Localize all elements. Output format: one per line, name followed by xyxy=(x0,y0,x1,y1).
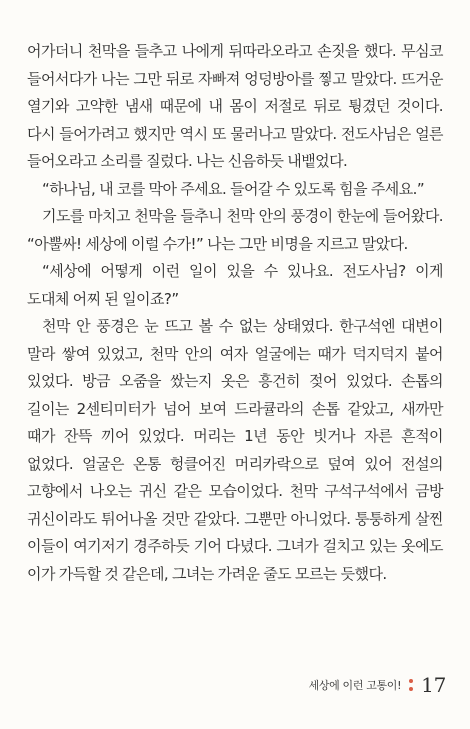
paragraph-1: 어가더니 천막을 들추고 나에게 뒤따라오라고 손짓을 했다. 무심코 들어서다가 나는 그만 뒤로 자빠져 엉덩방아를 찧고 말았다. 뜨거운 열기와 고약한 냄새 때문에 내 몸이 저절로 뒤로 튕겼던 것이다. 다시 들어가려고 했지만 역시 또 물러나고 말았다. 전도사님은 얼른 들어오라고 소리를 질렀다. 나는 신음하듯 내뱉었다. xyxy=(27,42,443,170)
page-number: 17 xyxy=(421,673,446,697)
footer-accent-icon xyxy=(409,676,413,694)
paragraph-3: 기도를 마치고 천막을 들추니 천막 안의 풍경이 한눈에 들어왔다. “아뿔싸! 세상에 이럴 수가!” 나는 그만 비명을 지르고 말았다. xyxy=(27,207,443,253)
paragraph-2: “하나님, 내 코를 막아 주세요. 들어갈 수 있도록 힘을 주세요.” xyxy=(42,179,425,198)
paragraph-4: “세상에 어떻게 이런 일이 있을 수 있나요. 전도사님? 이게 도대체 어찌 된 일이죠?” xyxy=(27,262,443,308)
page-footer xyxy=(309,675,446,695)
body-text xyxy=(27,38,443,588)
running-title: 세상에 이런 고통이! xyxy=(308,678,402,692)
paragraph-5: 천막 안 풍경은 눈 뜨고 볼 수 없는 상태였다. 한구석엔 대변이 말라 쌓여 있었고, 천막 안의 여자 얼굴에는 때가 덕지덕지 붙어 있었다. 방금 오줌을 쌌는지 옷은 흥건히 젖어 있었다. 손톱의 길이는 2센티미터가 넘어 보여 드라큘라의 손톱 같았고, 새까만 때가 잔뜩 끼어 있었다. 머리는 1년 동안 빗거나 자른 흔적이 없었다. 얼굴은 온통 헝클어진 머리카락으로 덮여 있어 전설의 고향에서 나오는 귀신 같은 모습이었다. 천막 구석구석에서 금방 귀신이라도 튀어나올 것만 같았다. 그뿐만 아니었다. 퉁퉁하게 살찐 이들이 여기저기 경주하듯 기어 다녔다. 그녀가 걸치고 있는 옷에도 이가 가득할 것 같은데, 그녀는 가려운 줄도 모르는 듯했다. xyxy=(27,317,443,583)
